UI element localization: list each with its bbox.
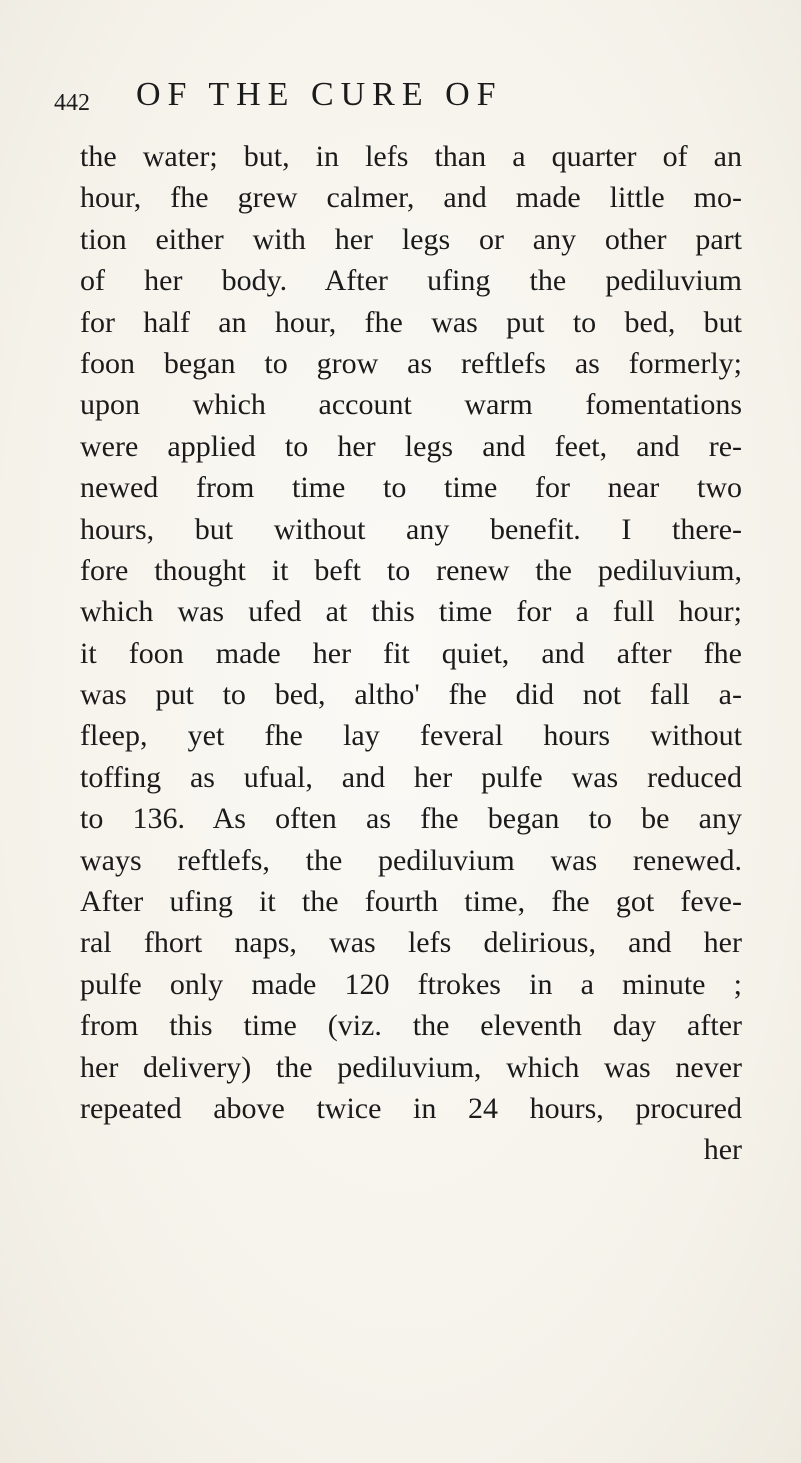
text-line: ral fhort naps, was lefs delirious, and her — [80, 926, 742, 960]
text-line: for half an hour, fhe was put to bed, but — [80, 305, 742, 339]
page-header — [54, 60, 754, 130]
text-line: from this time (viz. the eleventh day after — [80, 1009, 742, 1043]
text-line: hours, but without any benefit. I there- — [80, 512, 742, 546]
text-line: toffing as ufual, and her pulfe was reduced — [80, 760, 742, 794]
text-line: upon which account warm fomentations — [80, 388, 742, 422]
text-line: of her body. After ufing the pediluvium — [80, 264, 742, 298]
text-line: newed from time to time for near two — [80, 471, 742, 505]
text-line: was put to bed, altho' fhe did not fall a- — [80, 678, 742, 712]
text-line: tion either with her legs or any other part — [80, 222, 742, 256]
page-number: 442 — [54, 90, 90, 116]
text-line: repeated above twice in 24 hours, procured — [80, 1091, 742, 1125]
text-line: foon began to grow as reftlefs as formerly; — [80, 346, 742, 380]
catchword: her — [703, 1133, 742, 1167]
text-line: her delivery) the pediluvium, which was never — [80, 1050, 742, 1084]
text-line: to 136. As often as fhe began to be any — [80, 802, 742, 836]
text-line: hour, fhe grew calmer, and made little mo- — [80, 181, 742, 215]
text-line: fore thought it beft to renew the pediluvium, — [80, 553, 742, 587]
text-line: the water; but, in lefs than a quarter of an — [80, 140, 742, 173]
text-line: were applied to her legs and feet, and re- — [80, 429, 742, 463]
text-line: pulfe only made 120 ftrokes in a minute ; — [80, 967, 742, 1001]
text-line: ways reftlefs, the pediluvium was renewed. — [80, 843, 742, 877]
text-line: fleep, yet fhe lay feveral hours without — [80, 719, 742, 753]
running-head: OF THE CURE OF — [136, 76, 503, 113]
text-line: After ufing it the fourth time, fhe got feve- — [80, 885, 742, 919]
text-line: it foon made her fit quiet, and after fhe — [80, 636, 742, 670]
body-text — [80, 136, 742, 1171]
text-line: which was ufed at this time for a full hour; — [80, 595, 742, 629]
